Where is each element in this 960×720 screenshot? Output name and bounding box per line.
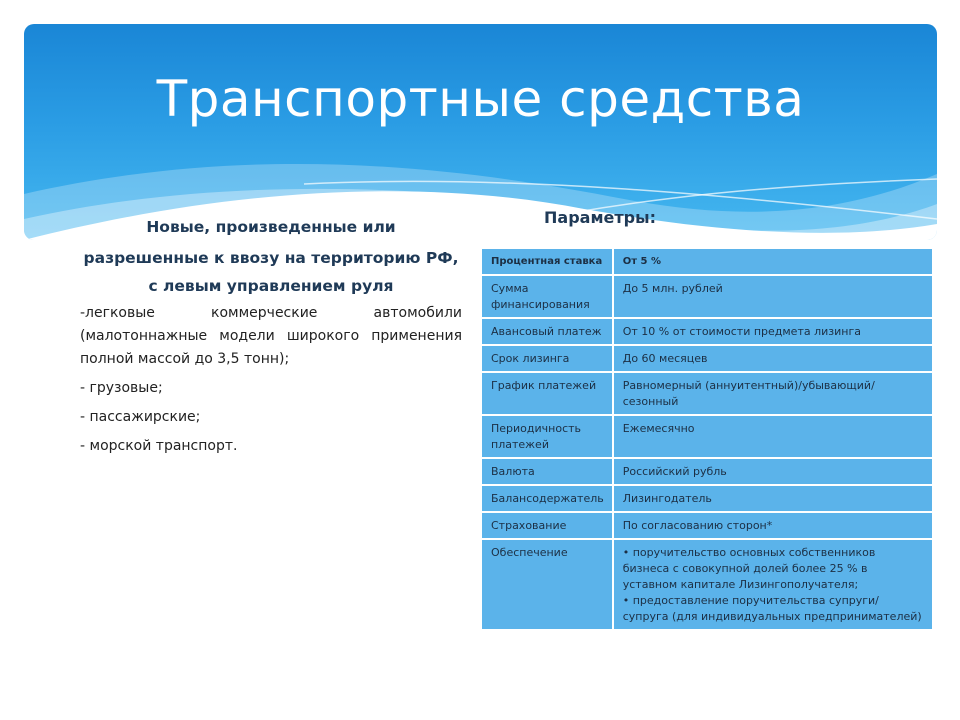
param-name: Срок лизинга	[481, 345, 613, 372]
list-item: - пассажирские;	[80, 409, 201, 425]
param-name: Страхование	[481, 512, 613, 539]
table-row	[481, 485, 933, 512]
param-name: Периодичность платежей	[481, 415, 613, 458]
param-value: Ежемесячно	[613, 415, 933, 458]
table-row	[481, 539, 933, 630]
table-row	[481, 275, 933, 318]
param-name: Авансовый платеж	[481, 318, 613, 345]
param-value: Лизингодатель	[613, 485, 933, 512]
param-value	[613, 539, 933, 630]
param-name: График платежей	[481, 372, 613, 415]
wave-decoration	[24, 24, 937, 240]
table-row	[481, 512, 933, 539]
param-value: До 5 млн. рублей	[613, 275, 933, 318]
table-row	[481, 458, 933, 485]
list-item: - грузовые;	[80, 380, 163, 396]
param-value: Российский рубль	[613, 458, 933, 485]
table-row	[481, 318, 933, 345]
param-name: Балансодержатель	[481, 485, 613, 512]
param-value: По согласованию сторон*	[613, 512, 933, 539]
list-item: -легковые коммерческие автомобили (малотоннажные модели широкого применения полной массой до 3,5 тонн);	[80, 305, 462, 367]
param-name: Обеспечение	[481, 539, 613, 630]
left-heading-line1: Новые, произведенные или	[146, 218, 396, 236]
params-title: Параметры:	[544, 208, 656, 227]
vehicle-list	[80, 302, 462, 464]
param-name: Сумма финансирования	[481, 275, 613, 318]
param-value: Равномерный (аннуитентный)/убывающий/сезонный	[613, 372, 933, 415]
table-row	[481, 372, 933, 415]
list-item: - морской транспорт.	[80, 438, 238, 454]
table-row	[481, 345, 933, 372]
table-row	[481, 248, 933, 275]
bullet-item: • поручительство основных собственников бизнеса с совокупной долей более 25 % в уставном капитале Лизингополучателя;	[622, 546, 876, 591]
table-row	[481, 415, 933, 458]
param-name: Процентная ставка	[481, 248, 613, 275]
left-heading-line2: разрешенные к ввозу на территорию РФ, с левым управлением руля	[83, 249, 459, 295]
param-value: От 10 % от стоимости предмета лизинга	[613, 318, 933, 345]
param-value: До 60 месяцев	[613, 345, 933, 372]
params-table	[480, 247, 934, 631]
title-banner	[24, 24, 937, 240]
param-value: От 5 %	[613, 248, 933, 275]
bullet-item: • предоставление поручительства супруги/супруга (для индивидуальных предпринимателей)	[622, 594, 922, 623]
param-name: Валюта	[481, 458, 613, 485]
slide-title: Транспортные средства	[156, 70, 805, 128]
